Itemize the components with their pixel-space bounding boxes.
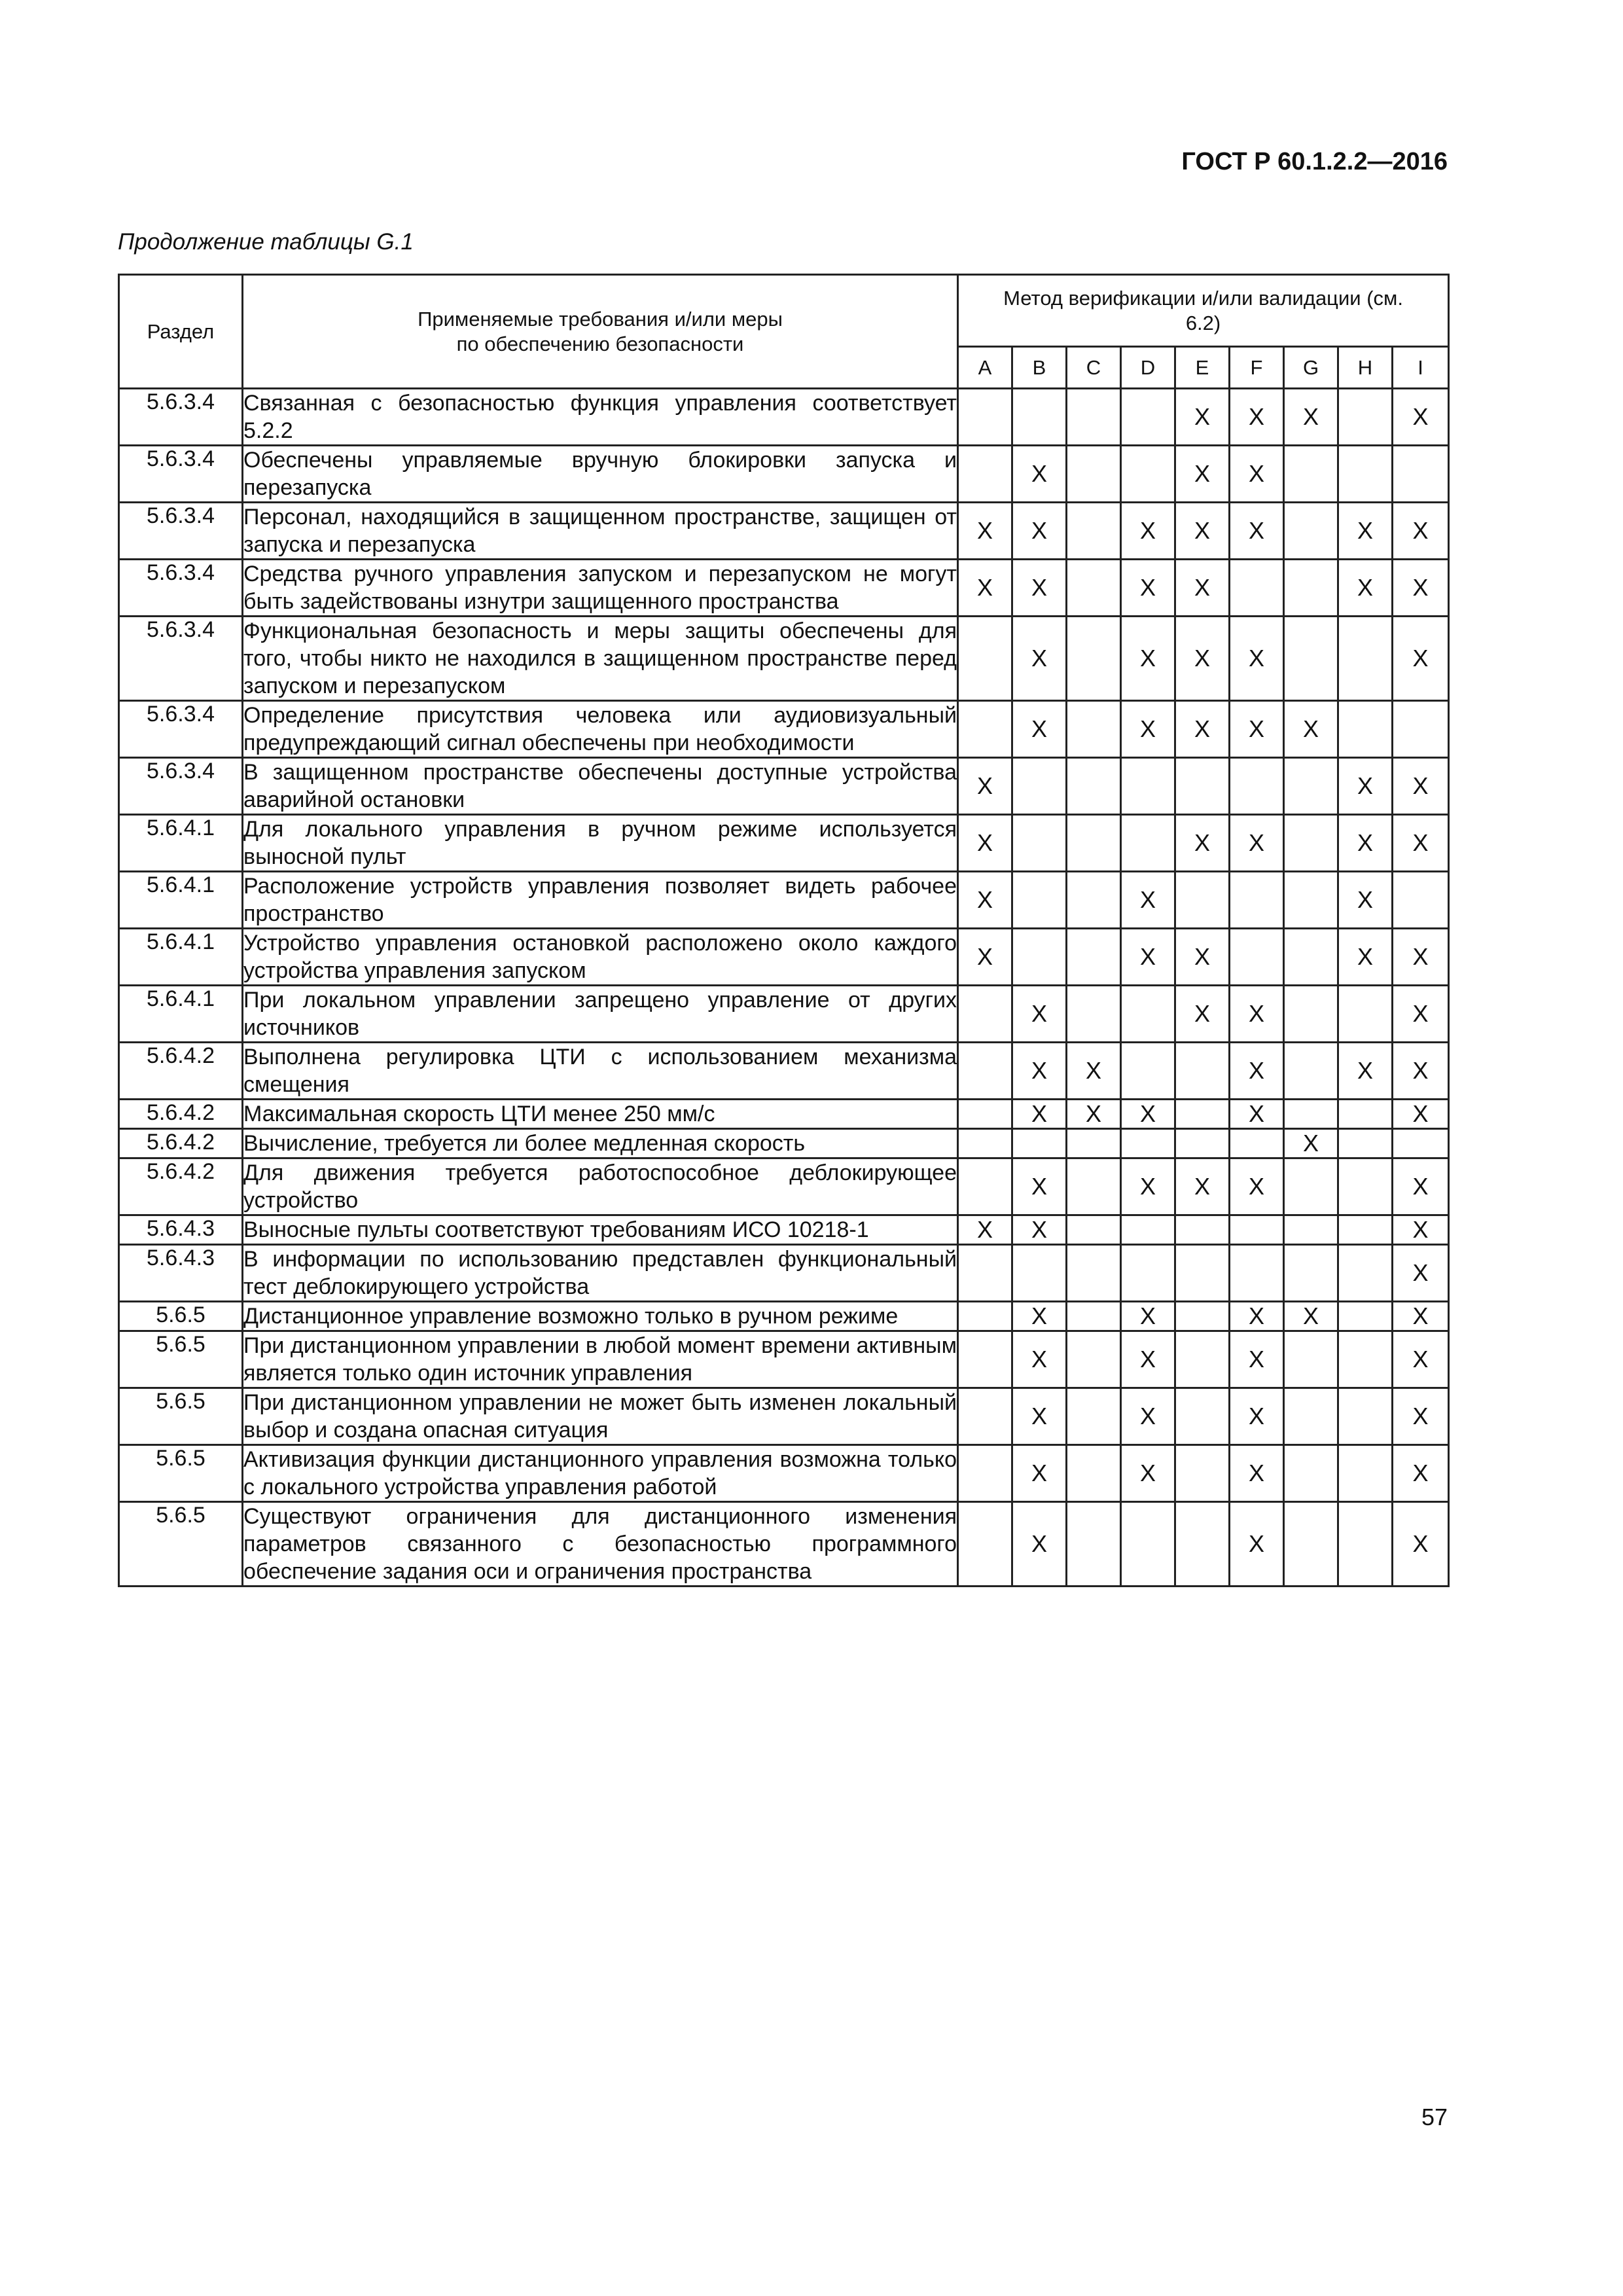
method-mark-i xyxy=(1393,1129,1449,1158)
row-section: 5.6.3.4 xyxy=(119,503,243,560)
method-mark-a: X xyxy=(958,872,1012,929)
method-mark-c xyxy=(1067,1158,1121,1215)
method-mark-c xyxy=(1067,1245,1121,1302)
method-mark-c xyxy=(1067,758,1121,815)
row-requirement: Существуют ограничения для дистанционного изменения параметров связанного с безопасностью программного обеспечение задания оси и ограничения пространства xyxy=(243,1502,958,1587)
row-section: 5.6.4.3 xyxy=(119,1245,243,1302)
method-mark-h: X xyxy=(1338,503,1393,560)
row-section: 5.6.5 xyxy=(119,1331,243,1388)
method-mark-g xyxy=(1284,1502,1338,1587)
method-mark-a xyxy=(958,701,1012,758)
method-mark-i: X xyxy=(1393,929,1449,986)
row-section: 5.6.4.2 xyxy=(119,1129,243,1158)
method-mark-h xyxy=(1338,1302,1393,1331)
table-row xyxy=(119,503,1449,560)
row-requirement: В защищенном пространстве обеспечены доступные устройства аварийной остановки xyxy=(243,758,958,815)
table-row xyxy=(119,815,1449,872)
table-row xyxy=(119,1445,1449,1502)
method-mark-b: X xyxy=(1012,617,1067,701)
method-mark-h xyxy=(1338,1502,1393,1587)
method-mark-b xyxy=(1012,872,1067,929)
table-row xyxy=(119,560,1449,617)
method-mark-d: X xyxy=(1121,1331,1175,1388)
row-section: 5.6.4.1 xyxy=(119,986,243,1043)
method-mark-e: X xyxy=(1175,701,1230,758)
method-mark-b: X xyxy=(1012,1331,1067,1388)
method-mark-f: X xyxy=(1230,503,1284,560)
method-mark-h xyxy=(1338,986,1393,1043)
method-mark-b: X xyxy=(1012,1502,1067,1587)
method-mark-c xyxy=(1067,872,1121,929)
method-mark-a: X xyxy=(958,560,1012,617)
method-letter-c: C xyxy=(1067,347,1121,389)
method-mark-f: X xyxy=(1230,1502,1284,1587)
row-requirement: Функциональная безопасность и меры защиты обеспечены для того, чтобы никто не находился в защищенном пространстве перед запуском и перезапуском xyxy=(243,617,958,701)
method-mark-g: X xyxy=(1284,1129,1338,1158)
method-mark-h: X xyxy=(1338,758,1393,815)
method-mark-c xyxy=(1067,986,1121,1043)
method-mark-i: X xyxy=(1393,1445,1449,1502)
method-mark-b: X xyxy=(1012,1215,1067,1245)
method-mark-i xyxy=(1393,701,1449,758)
method-mark-c xyxy=(1067,1502,1121,1587)
method-mark-f xyxy=(1230,758,1284,815)
row-requirement: Активизация функции дистанционного управления возможна только с локального устройства управления работой xyxy=(243,1445,958,1502)
row-requirement: В информации по использованию представлен функциональный тест деблокирующего устройства xyxy=(243,1245,958,1302)
table-row xyxy=(119,701,1449,758)
method-mark-c xyxy=(1067,929,1121,986)
method-mark-c xyxy=(1067,446,1121,503)
method-mark-i: X xyxy=(1393,1100,1449,1129)
method-mark-g xyxy=(1284,1043,1338,1100)
method-letter-e: E xyxy=(1175,347,1230,389)
method-mark-i: X xyxy=(1393,1215,1449,1245)
row-section: 5.6.5 xyxy=(119,1502,243,1587)
method-mark-b xyxy=(1012,929,1067,986)
method-mark-b: X xyxy=(1012,503,1067,560)
method-mark-b: X xyxy=(1012,1388,1067,1445)
method-mark-h xyxy=(1338,1158,1393,1215)
method-mark-c xyxy=(1067,389,1121,446)
table-row xyxy=(119,986,1449,1043)
method-mark-d: X xyxy=(1121,929,1175,986)
method-mark-c xyxy=(1067,503,1121,560)
method-mark-g xyxy=(1284,1245,1338,1302)
method-mark-d xyxy=(1121,1215,1175,1245)
method-mark-c xyxy=(1067,1302,1121,1331)
method-mark-f xyxy=(1230,1129,1284,1158)
method-mark-c xyxy=(1067,560,1121,617)
row-section: 5.6.5 xyxy=(119,1302,243,1331)
method-letter-i: I xyxy=(1393,347,1449,389)
method-mark-c xyxy=(1067,1215,1121,1245)
method-mark-i: X xyxy=(1393,1331,1449,1388)
method-mark-d: X xyxy=(1121,617,1175,701)
row-section: 5.6.4.3 xyxy=(119,1215,243,1245)
row-section: 5.6.3.4 xyxy=(119,560,243,617)
method-mark-i: X xyxy=(1393,1388,1449,1445)
header-section: Раздел xyxy=(119,275,243,389)
method-mark-g xyxy=(1284,986,1338,1043)
method-mark-a: X xyxy=(958,758,1012,815)
method-mark-g xyxy=(1284,560,1338,617)
method-mark-b: X xyxy=(1012,446,1067,503)
header-method: Метод верификации и/или валидации (см. 6.2) xyxy=(958,275,1449,347)
method-mark-h xyxy=(1338,446,1393,503)
method-mark-e xyxy=(1175,1302,1230,1331)
method-mark-a xyxy=(958,389,1012,446)
method-mark-h xyxy=(1338,1100,1393,1129)
method-mark-d: X xyxy=(1121,1100,1175,1129)
method-mark-i: X xyxy=(1393,758,1449,815)
method-mark-i xyxy=(1393,446,1449,503)
method-mark-d: X xyxy=(1121,872,1175,929)
row-requirement: Связанная с безопасностью функция управления соответствует 5.2.2 xyxy=(243,389,958,446)
method-mark-e: X xyxy=(1175,815,1230,872)
method-mark-d xyxy=(1121,1129,1175,1158)
method-mark-e xyxy=(1175,1445,1230,1502)
method-mark-b: X xyxy=(1012,1043,1067,1100)
method-mark-i: X xyxy=(1393,986,1449,1043)
method-mark-d xyxy=(1121,758,1175,815)
row-requirement: Средства ручного управления запуском и перезапуском не могут быть задействованы изнутри защищенного пространства xyxy=(243,560,958,617)
method-mark-f: X xyxy=(1230,389,1284,446)
method-mark-i: X xyxy=(1393,1158,1449,1215)
method-letter-a: A xyxy=(958,347,1012,389)
method-mark-i: X xyxy=(1393,815,1449,872)
row-requirement: Для движения требуется работоспособное деблокирующее устройство xyxy=(243,1158,958,1215)
method-mark-d: X xyxy=(1121,1158,1175,1215)
method-mark-e xyxy=(1175,872,1230,929)
table-row xyxy=(119,617,1449,701)
method-mark-c: X xyxy=(1067,1043,1121,1100)
method-mark-h xyxy=(1338,1245,1393,1302)
method-mark-c xyxy=(1067,1331,1121,1388)
row-section: 5.6.3.4 xyxy=(119,389,243,446)
method-mark-a: X xyxy=(958,815,1012,872)
row-requirement: Для локального управления в ручном режиме используется выносной пульт xyxy=(243,815,958,872)
method-mark-e xyxy=(1175,1100,1230,1129)
method-mark-a xyxy=(958,446,1012,503)
method-mark-e: X xyxy=(1175,617,1230,701)
method-mark-d xyxy=(1121,1043,1175,1100)
method-mark-g xyxy=(1284,503,1338,560)
row-requirement: Устройство управления остановкой расположено около каждого устройства управления запуском xyxy=(243,929,958,986)
method-mark-g xyxy=(1284,1158,1338,1215)
method-mark-h xyxy=(1338,1331,1393,1388)
method-mark-c xyxy=(1067,1129,1121,1158)
table-row xyxy=(119,389,1449,446)
method-mark-a xyxy=(958,1245,1012,1302)
method-mark-c xyxy=(1067,1445,1121,1502)
method-mark-d xyxy=(1121,1502,1175,1587)
table-row xyxy=(119,872,1449,929)
table-row xyxy=(119,1302,1449,1331)
table-row xyxy=(119,1043,1449,1100)
method-mark-g xyxy=(1284,758,1338,815)
row-requirement: Дистанционное управление возможно только в ручном режиме xyxy=(243,1302,958,1331)
method-mark-g: X xyxy=(1284,701,1338,758)
method-mark-i xyxy=(1393,872,1449,929)
method-mark-a xyxy=(958,617,1012,701)
method-mark-a xyxy=(958,986,1012,1043)
method-mark-d: X xyxy=(1121,560,1175,617)
method-mark-f xyxy=(1230,1215,1284,1245)
method-mark-i: X xyxy=(1393,1302,1449,1331)
method-mark-g xyxy=(1284,1215,1338,1245)
row-requirement: При локальном управлении запрещено управление от других источников xyxy=(243,986,958,1043)
method-mark-b xyxy=(1012,389,1067,446)
method-mark-d xyxy=(1121,1245,1175,1302)
method-mark-g: X xyxy=(1284,389,1338,446)
row-requirement: Определение присутствия человека или аудиовизуальный предупреждающий сигнал обеспечены при необходимости xyxy=(243,701,958,758)
method-mark-d xyxy=(1121,389,1175,446)
method-mark-g xyxy=(1284,872,1338,929)
table-row xyxy=(119,758,1449,815)
row-requirement: Выполнена регулировка ЦТИ с использованием механизма смещения xyxy=(243,1043,958,1100)
method-mark-i: X xyxy=(1393,1245,1449,1302)
method-mark-c xyxy=(1067,617,1121,701)
method-mark-d: X xyxy=(1121,701,1175,758)
method-mark-g xyxy=(1284,929,1338,986)
method-mark-i: X xyxy=(1393,389,1449,446)
method-mark-e: X xyxy=(1175,503,1230,560)
method-mark-b: X xyxy=(1012,1302,1067,1331)
method-mark-e: X xyxy=(1175,389,1230,446)
method-mark-e xyxy=(1175,758,1230,815)
method-mark-b xyxy=(1012,1245,1067,1302)
method-mark-e xyxy=(1175,1215,1230,1245)
method-mark-e xyxy=(1175,1388,1230,1445)
method-mark-f: X xyxy=(1230,1388,1284,1445)
table-row xyxy=(119,929,1449,986)
verification-table xyxy=(118,274,1450,1587)
row-section: 5.6.4.1 xyxy=(119,872,243,929)
method-mark-a xyxy=(958,1388,1012,1445)
method-mark-e: X xyxy=(1175,1158,1230,1215)
method-mark-h: X xyxy=(1338,1043,1393,1100)
row-requirement: Выносные пульты соответствуют требованиям ИСО 10218-1 xyxy=(243,1215,958,1245)
method-letter-h: H xyxy=(1338,347,1393,389)
method-letter-b: B xyxy=(1012,347,1067,389)
row-requirement: Расположение устройств управления позволяет видеть рабочее пространство xyxy=(243,872,958,929)
method-mark-e xyxy=(1175,1502,1230,1587)
method-mark-b: X xyxy=(1012,701,1067,758)
method-mark-f: X xyxy=(1230,1158,1284,1215)
method-letter-f: F xyxy=(1230,347,1284,389)
method-mark-h xyxy=(1338,1129,1393,1158)
method-mark-h xyxy=(1338,1215,1393,1245)
method-mark-d: X xyxy=(1121,1388,1175,1445)
row-section: 5.6.4.1 xyxy=(119,815,243,872)
method-mark-e xyxy=(1175,1129,1230,1158)
method-mark-h xyxy=(1338,389,1393,446)
method-mark-a xyxy=(958,1502,1012,1587)
row-section: 5.6.4.1 xyxy=(119,929,243,986)
table-row xyxy=(119,446,1449,503)
method-mark-f: X xyxy=(1230,446,1284,503)
method-mark-f: X xyxy=(1230,1100,1284,1129)
method-mark-h: X xyxy=(1338,815,1393,872)
table-row xyxy=(119,1388,1449,1445)
method-mark-h: X xyxy=(1338,929,1393,986)
method-mark-f xyxy=(1230,929,1284,986)
method-mark-f: X xyxy=(1230,1445,1284,1502)
row-requirement: При дистанционном управлении в любой момент времени активным является только один источник управления xyxy=(243,1331,958,1388)
method-mark-g: X xyxy=(1284,1302,1338,1331)
method-mark-f: X xyxy=(1230,1043,1284,1100)
row-section: 5.6.5 xyxy=(119,1445,243,1502)
method-mark-b xyxy=(1012,1129,1067,1158)
method-mark-b xyxy=(1012,758,1067,815)
method-mark-h xyxy=(1338,701,1393,758)
method-mark-a: X xyxy=(958,1215,1012,1245)
method-mark-a xyxy=(958,1302,1012,1331)
table-continuation-caption: Продолжение таблицы G.1 xyxy=(118,229,414,255)
table-header xyxy=(119,275,1449,389)
row-section: 5.6.3.4 xyxy=(119,617,243,701)
method-mark-d xyxy=(1121,815,1175,872)
table-row xyxy=(119,1158,1449,1215)
method-mark-e: X xyxy=(1175,560,1230,617)
method-mark-h: X xyxy=(1338,872,1393,929)
table-row xyxy=(119,1502,1449,1587)
method-mark-f: X xyxy=(1230,617,1284,701)
method-mark-i: X xyxy=(1393,617,1449,701)
method-mark-f: X xyxy=(1230,701,1284,758)
table-row xyxy=(119,1100,1449,1129)
method-mark-e xyxy=(1175,1245,1230,1302)
method-mark-e xyxy=(1175,1043,1230,1100)
row-section: 5.6.4.2 xyxy=(119,1043,243,1100)
method-mark-i: X xyxy=(1393,560,1449,617)
method-mark-b: X xyxy=(1012,1445,1067,1502)
method-mark-g xyxy=(1284,617,1338,701)
method-mark-g xyxy=(1284,1388,1338,1445)
method-mark-e: X xyxy=(1175,986,1230,1043)
method-mark-b: X xyxy=(1012,986,1067,1043)
method-mark-a xyxy=(958,1158,1012,1215)
method-mark-d xyxy=(1121,986,1175,1043)
method-mark-d: X xyxy=(1121,1445,1175,1502)
row-section: 5.6.3.4 xyxy=(119,701,243,758)
row-requirement: Максимальная скорость ЦТИ менее 250 мм/с xyxy=(243,1100,958,1129)
method-mark-c xyxy=(1067,815,1121,872)
method-mark-i: X xyxy=(1393,503,1449,560)
method-mark-d xyxy=(1121,446,1175,503)
method-mark-b: X xyxy=(1012,1100,1067,1129)
document-code: ГОСТ Р 60.1.2.2—2016 xyxy=(1181,148,1448,175)
table-row xyxy=(119,1331,1449,1388)
method-mark-f: X xyxy=(1230,815,1284,872)
method-mark-h xyxy=(1338,1445,1393,1502)
method-mark-i: X xyxy=(1393,1502,1449,1587)
table-row xyxy=(119,1129,1449,1158)
row-requirement: Вычисление, требуется ли более медленная скорость xyxy=(243,1129,958,1158)
method-mark-f xyxy=(1230,560,1284,617)
method-letter-g: G xyxy=(1284,347,1338,389)
method-mark-a xyxy=(958,1331,1012,1388)
table-row xyxy=(119,1245,1449,1302)
method-mark-g xyxy=(1284,815,1338,872)
table-row xyxy=(119,1215,1449,1245)
row-requirement: При дистанционном управлении не может быть изменен локальный выбор и создана опасная ситуация xyxy=(243,1388,958,1445)
method-mark-d: X xyxy=(1121,503,1175,560)
row-requirement: Обеспечены управляемые вручную блокировки запуска и перезапуска xyxy=(243,446,958,503)
method-mark-c: X xyxy=(1067,1100,1121,1129)
method-mark-a xyxy=(958,1043,1012,1100)
method-mark-g xyxy=(1284,1445,1338,1502)
method-mark-g xyxy=(1284,1331,1338,1388)
method-mark-f: X xyxy=(1230,1302,1284,1331)
row-section: 5.6.5 xyxy=(119,1388,243,1445)
method-mark-b xyxy=(1012,815,1067,872)
page-number: 57 xyxy=(1421,2104,1448,2130)
method-mark-e: X xyxy=(1175,446,1230,503)
method-mark-h: X xyxy=(1338,560,1393,617)
method-mark-g xyxy=(1284,1100,1338,1129)
row-section: 5.6.4.2 xyxy=(119,1158,243,1215)
method-mark-h xyxy=(1338,617,1393,701)
row-section: 5.6.3.4 xyxy=(119,758,243,815)
method-mark-e xyxy=(1175,1331,1230,1388)
method-mark-g xyxy=(1284,446,1338,503)
method-letter-d: D xyxy=(1121,347,1175,389)
row-requirement: Персонал, находящийся в защищенном пространстве, защищен от запуска и перезапуска xyxy=(243,503,958,560)
method-mark-b: X xyxy=(1012,1158,1067,1215)
method-mark-f: X xyxy=(1230,986,1284,1043)
method-mark-f xyxy=(1230,1245,1284,1302)
table-body xyxy=(119,389,1449,1587)
method-mark-a: X xyxy=(958,929,1012,986)
method-mark-f: X xyxy=(1230,1331,1284,1388)
method-mark-e: X xyxy=(1175,929,1230,986)
method-mark-d: X xyxy=(1121,1302,1175,1331)
row-section: 5.6.3.4 xyxy=(119,446,243,503)
method-mark-f xyxy=(1230,872,1284,929)
row-section: 5.6.4.2 xyxy=(119,1100,243,1129)
method-mark-a xyxy=(958,1100,1012,1129)
method-mark-a xyxy=(958,1129,1012,1158)
method-mark-a: X xyxy=(958,503,1012,560)
method-mark-i: X xyxy=(1393,1043,1449,1100)
method-mark-a xyxy=(958,1445,1012,1502)
method-mark-c xyxy=(1067,1388,1121,1445)
method-mark-h xyxy=(1338,1388,1393,1445)
header-requirements: Применяемые требования и/или меры по обеспечению безопасности xyxy=(243,275,958,389)
method-mark-c xyxy=(1067,701,1121,758)
method-mark-b: X xyxy=(1012,560,1067,617)
